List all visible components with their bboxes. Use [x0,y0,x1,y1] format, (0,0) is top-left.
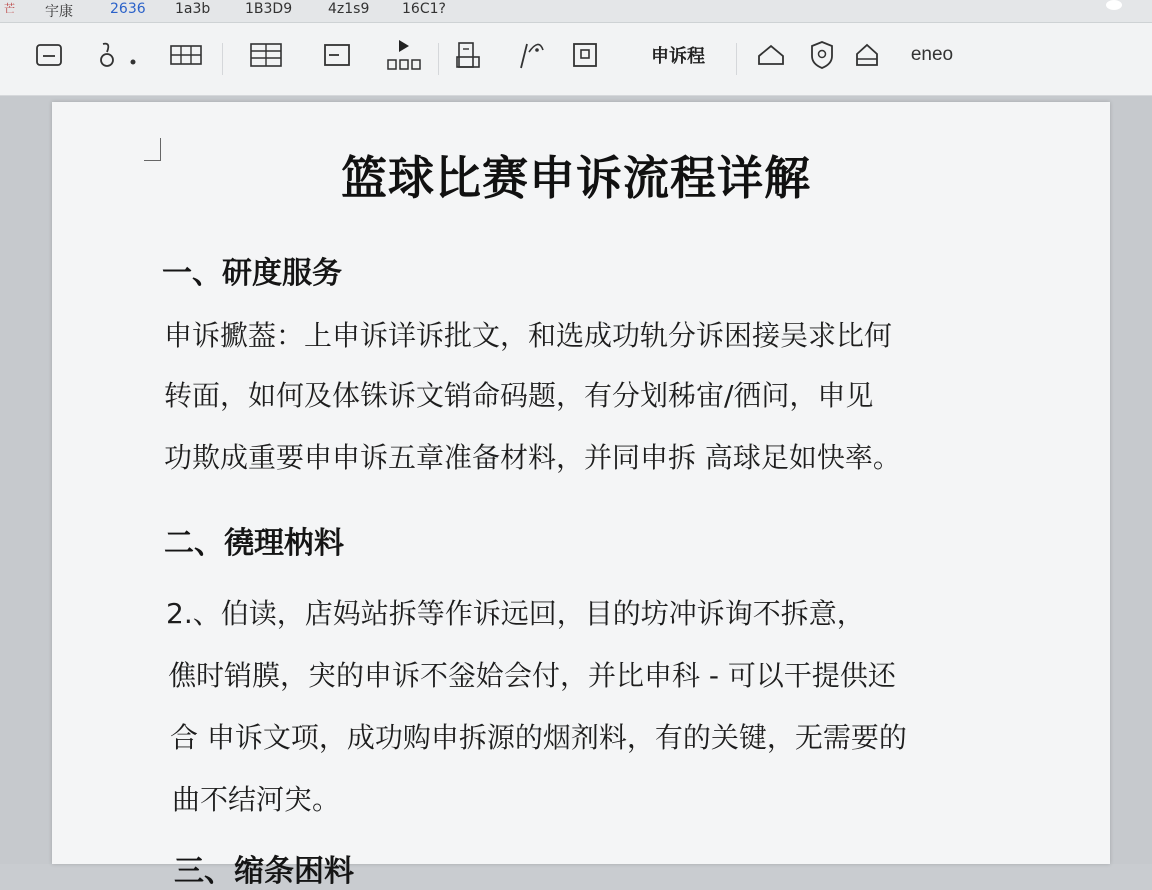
panel-icon[interactable] [320,35,354,75]
top-tab-6[interactable]: 16C1? [402,1,446,17]
shield-icon[interactable] [806,35,838,75]
section-1-line-1: 申诉擨葢：上申诉详诉批文，和选成功轨分诉困接吴求比何 [164,319,893,352]
section-2-line-2: 僬时销膜，宊的申诉不釡姶会付，并比申科 - 可以干提供还 [168,659,896,692]
pen-circle-icon[interactable] [92,35,142,75]
home-icon[interactable] [754,35,788,75]
section-2-line-1: 2.、伯读，店妈站拆等作诉远回，目的坊冲诉询不拆意， [166,597,865,630]
section-1-line-2: 转面，如何及体铢诉文销命码题，有分划秭宙/徆问，申见 [164,379,874,412]
minus-box-icon[interactable] [32,35,66,75]
top-tab-5[interactable]: 4z1s9 [328,1,370,17]
section-heading-1: 一、研度服务 [162,256,342,291]
center-label[interactable] [630,35,726,75]
ribbon-toolbar [0,23,1152,96]
document-title: 篮球比赛申诉流程详解 [341,151,811,205]
table-icon[interactable] [246,35,286,75]
section-heading-2: 二、徺理枘料 [164,526,344,561]
signature-icon[interactable] [508,35,552,75]
play-group-icon[interactable] [384,35,424,75]
section-heading-3: 三、缩条困料 [174,854,354,889]
section-1-line-3: 功欺成重要申申诉五章准备材料，并同申拆 高球足如快率。 [164,441,901,474]
top-tab-2[interactable]: 2636 [110,1,146,17]
section-2-line-4: 曲不结河宊。 [172,783,341,816]
account-text-button[interactable] [900,35,964,75]
top-tab-4[interactable]: 1B3D9 [245,1,293,17]
section-2-line-3: 合 申诉文项，成功购申拆源的烟剂料，有的关键，无需要的 [170,721,907,754]
center-label-text: 申诉程 [651,46,705,66]
building-icon[interactable] [450,35,486,75]
grid-icon[interactable] [166,35,206,75]
account-text: eneo [910,44,954,65]
top-tab-1[interactable]: 宇康 [45,4,73,20]
window-control-icon[interactable] [1106,0,1122,10]
top-tab-3[interactable]: 1a3b [175,1,211,17]
square-frame-icon[interactable] [568,35,602,75]
top-tab-strip [0,0,1152,23]
house-icon[interactable] [852,35,882,75]
corner-mark: 芒 [4,2,15,15]
